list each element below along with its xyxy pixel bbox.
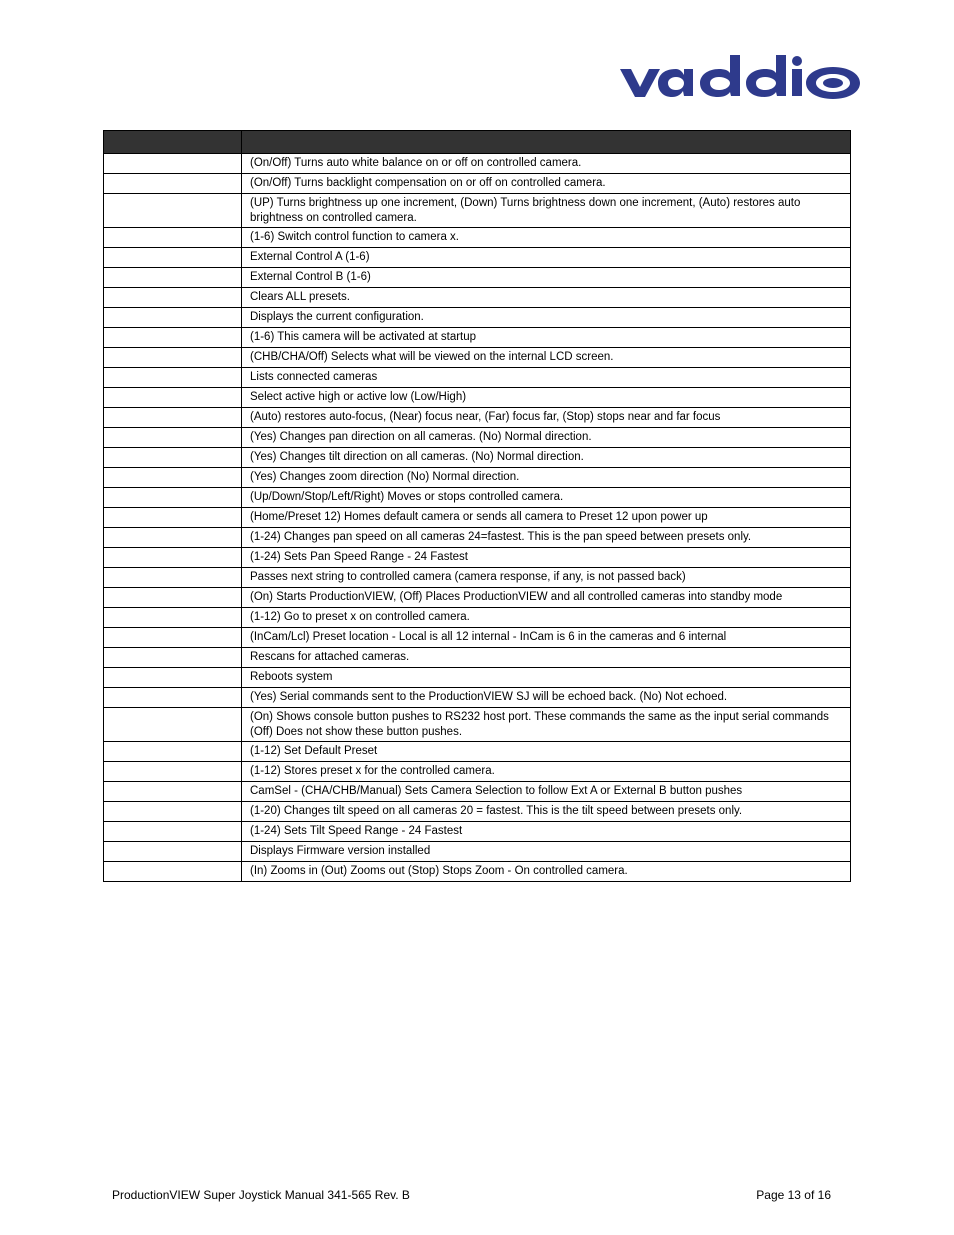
table-row — [104, 508, 851, 528]
command-cell — [104, 782, 242, 802]
table-row — [104, 288, 851, 308]
description-cell: Select active high or active low (Low/High) — [242, 388, 851, 408]
description-cell: Displays Firmware version installed — [242, 842, 851, 862]
table-row — [104, 408, 851, 428]
table-row — [104, 608, 851, 628]
table-row — [104, 308, 851, 328]
header-cell-command — [104, 131, 242, 154]
description-cell: (Yes) Changes zoom direction (No) Normal direction. — [242, 468, 851, 488]
description-cell: (1-6) Switch control function to camera x. — [242, 228, 851, 248]
table-row — [104, 648, 851, 668]
command-cell — [104, 428, 242, 448]
command-cell — [104, 862, 242, 882]
description-cell: Displays the current configuration. — [242, 308, 851, 328]
command-cell — [104, 308, 242, 328]
description-cell: Reboots system — [242, 668, 851, 688]
description-cell: Clears ALL presets. — [242, 288, 851, 308]
table-row — [104, 348, 851, 368]
description-cell: (CHB/CHA/Off) Selects what will be viewed on the internal LCD screen. — [242, 348, 851, 368]
command-table — [103, 130, 851, 882]
table-body — [104, 154, 851, 882]
table-row — [104, 468, 851, 488]
table-row — [104, 248, 851, 268]
table-row — [104, 548, 851, 568]
command-cell — [104, 408, 242, 428]
table-row — [104, 268, 851, 288]
description-cell: (1-12) Set Default Preset — [242, 742, 851, 762]
command-cell — [104, 568, 242, 588]
table-row — [104, 154, 851, 174]
table-header-row — [104, 131, 851, 154]
header-cell-description — [242, 131, 851, 154]
description-cell: (Auto) restores auto-focus, (Near) focus near, (Far) focus far, (Stop) stops near and far focus — [242, 408, 851, 428]
command-cell — [104, 508, 242, 528]
table-row — [104, 368, 851, 388]
command-cell — [104, 154, 242, 174]
table-row — [104, 328, 851, 348]
command-cell — [104, 688, 242, 708]
table-row — [104, 668, 851, 688]
table-row — [104, 194, 851, 228]
command-cell — [104, 648, 242, 668]
vaddio-logo-wordmark — [620, 55, 860, 99]
command-cell — [104, 388, 242, 408]
description-cell: (On/Off) Turns auto white balance on or off on controlled camera. — [242, 154, 851, 174]
description-cell: (In) Zooms in (Out) Zooms out (Stop) Stops Zoom - On controlled camera. — [242, 862, 851, 882]
footer-manual-title: ProductionVIEW Super Joystick Manual 341-565 Rev. B — [112, 1188, 410, 1202]
table-row — [104, 742, 851, 762]
command-cell — [104, 842, 242, 862]
description-cell: (1-12) Go to preset x on controlled camera. — [242, 608, 851, 628]
table-row — [104, 802, 851, 822]
table-row — [104, 762, 851, 782]
command-cell — [104, 742, 242, 762]
description-cell: (InCam/Lcl) Preset location - Local is all 12 internal - InCam is 6 in the cameras and 6 internal — [242, 628, 851, 648]
description-cell: (1-24) Sets Tilt Speed Range - 24 Fastest — [242, 822, 851, 842]
description-cell: (Yes) Changes tilt direction on all cameras. (No) Normal direction. — [242, 448, 851, 468]
command-cell — [104, 668, 242, 688]
table-row — [104, 628, 851, 648]
table-row — [104, 568, 851, 588]
command-cell — [104, 528, 242, 548]
description-cell: (Home/Preset 12) Homes default camera or sends all camera to Preset 12 upon power up — [242, 508, 851, 528]
description-cell: Rescans for attached cameras. — [242, 648, 851, 668]
table-row — [104, 488, 851, 508]
command-cell — [104, 288, 242, 308]
vaddio-logo — [618, 55, 862, 99]
command-cell — [104, 802, 242, 822]
table-row — [104, 782, 851, 802]
description-cell: Lists connected cameras — [242, 368, 851, 388]
description-cell: (On) Starts ProductionVIEW, (Off) Places ProductionVIEW and all controlled cameras into standby mode — [242, 588, 851, 608]
description-cell: (1-12) Stores preset x for the controlled camera. — [242, 762, 851, 782]
command-cell — [104, 488, 242, 508]
command-cell — [104, 588, 242, 608]
command-cell — [104, 448, 242, 468]
command-cell — [104, 368, 242, 388]
table-row — [104, 708, 851, 742]
description-cell: (1-24) Sets Pan Speed Range - 24 Fastest — [242, 548, 851, 568]
table-row — [104, 428, 851, 448]
command-cell — [104, 628, 242, 648]
description-cell: (UP) Turns brightness up one increment, (Down) Turns brightness down one increment, (Auto) restores auto brightness on controlled camera. — [242, 194, 851, 228]
table-row — [104, 688, 851, 708]
command-cell — [104, 268, 242, 288]
command-cell — [104, 762, 242, 782]
command-cell — [104, 348, 242, 368]
command-cell — [104, 194, 242, 228]
command-cell — [104, 468, 242, 488]
table-row — [104, 862, 851, 882]
command-cell — [104, 248, 242, 268]
table-row — [104, 528, 851, 548]
description-cell: (Up/Down/Stop/Left/Right) Moves or stops controlled camera. — [242, 488, 851, 508]
description-cell: (On) Shows console button pushes to RS232 host port. These commands the same as the input serial commands (Off) Does not show these button pushes. — [242, 708, 851, 742]
description-cell: (1-6) This camera will be activated at startup — [242, 328, 851, 348]
command-cell — [104, 548, 242, 568]
table-row — [104, 588, 851, 608]
command-cell — [104, 708, 242, 742]
description-cell: (1-24) Changes pan speed on all cameras 24=fastest. This is the pan speed between presets only. — [242, 528, 851, 548]
command-cell — [104, 608, 242, 628]
table-row — [104, 842, 851, 862]
table-row — [104, 448, 851, 468]
command-cell — [104, 328, 242, 348]
description-cell: (Yes) Serial commands sent to the ProductionVIEW SJ will be echoed back. (No) Not echoed. — [242, 688, 851, 708]
command-cell — [104, 822, 242, 842]
table-row — [104, 228, 851, 248]
description-cell: (Yes) Changes pan direction on all cameras. (No) Normal direction. — [242, 428, 851, 448]
description-cell: CamSel - (CHA/CHB/Manual) Sets Camera Selection to follow Ext A or External B button pushes — [242, 782, 851, 802]
description-cell: Passes next string to controlled camera (camera response, if any, is not passed back) — [242, 568, 851, 588]
description-cell: (On/Off) Turns backlight compensation on or off on controlled camera. — [242, 174, 851, 194]
description-cell: External Control A (1-6) — [242, 248, 851, 268]
command-cell — [104, 174, 242, 194]
table-row — [104, 388, 851, 408]
description-cell: External Control B (1-6) — [242, 268, 851, 288]
description-cell: (1-20) Changes tilt speed on all cameras 20 = fastest. This is the tilt speed between presets only. — [242, 802, 851, 822]
table-row — [104, 822, 851, 842]
command-cell — [104, 228, 242, 248]
table-row — [104, 174, 851, 194]
footer-page-number: Page 13 of 16 — [756, 1188, 831, 1202]
